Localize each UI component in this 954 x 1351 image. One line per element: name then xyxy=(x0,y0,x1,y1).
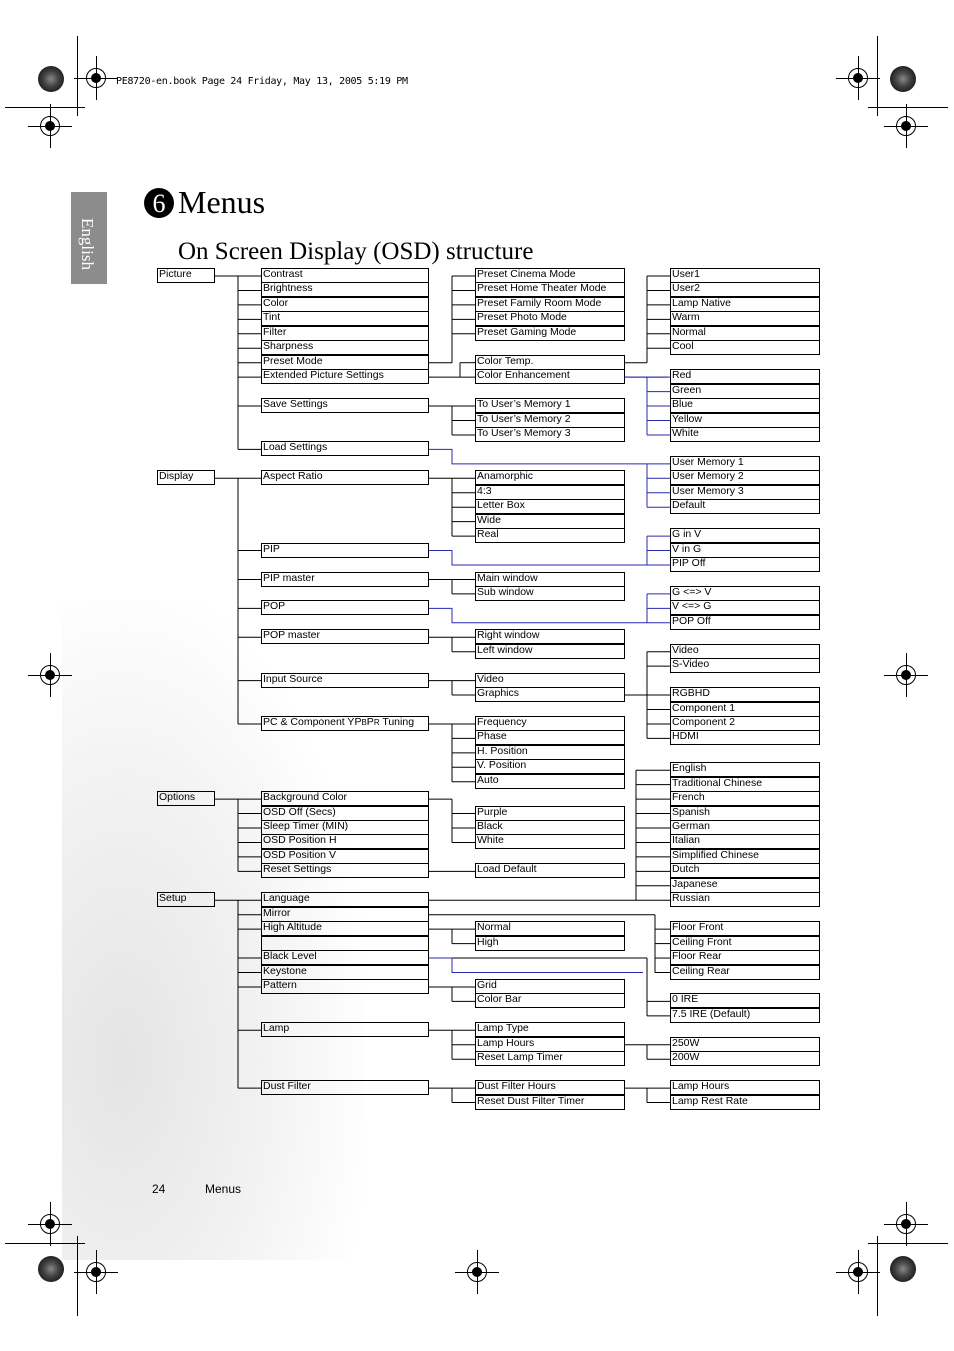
picture-menu-item: Tint xyxy=(261,311,429,326)
graphics-input-option: Component 1 xyxy=(670,702,820,717)
pip-option: V in G xyxy=(670,543,820,558)
save-settings-option: To User’s Memory 1 xyxy=(475,398,625,413)
color-enhancement-option: Yellow xyxy=(670,413,820,428)
lamp-type-option: 200W xyxy=(670,1051,820,1066)
picture-menu-item: Load Settings xyxy=(261,441,429,456)
high-altitude-option: High xyxy=(475,936,625,951)
pc-tuning-option: Auto xyxy=(475,774,625,789)
footer-section-name: Menus xyxy=(205,1182,242,1196)
aspect-ratio-option: Anamorphic xyxy=(475,470,625,485)
aspect-ratio-option: Wide xyxy=(475,514,625,529)
language-option: Traditional Chinese xyxy=(670,777,820,792)
aspect-ratio-option: Real xyxy=(475,528,625,543)
dust-filter-hours-option: Lamp Rest Rate xyxy=(670,1095,820,1110)
options-menu-item: OSD Position V xyxy=(261,849,429,864)
graphics-input-option: HDMI xyxy=(670,730,820,745)
background-color-option: Purple xyxy=(475,806,625,821)
extended-picture-option: Color Enhancement xyxy=(475,369,625,384)
pop-master-option: Left window xyxy=(475,644,625,659)
color-temp-option: Warm xyxy=(670,311,820,326)
pc-tuning-label-part: R xyxy=(373,718,380,727)
color-enhancement-option: Blue xyxy=(670,398,820,413)
reset-settings-option: Load Default xyxy=(475,863,625,878)
graphics-input-option: RGBHD xyxy=(670,687,820,702)
pip-master-option: Main window xyxy=(475,572,625,587)
input-source-option: Graphics xyxy=(475,687,625,702)
pc-tuning-label-part: P xyxy=(366,716,374,728)
chapter-title: Menus xyxy=(178,184,266,220)
language-option: German xyxy=(670,820,820,835)
pop-option: POP Off xyxy=(670,615,820,630)
language-option: Italian xyxy=(670,834,820,849)
setup-menu-item: Keystone xyxy=(261,965,429,980)
display-menu-item: PIP master xyxy=(261,572,429,587)
high-altitude-option: Normal xyxy=(475,921,625,936)
load-settings-option: User Memory 3 xyxy=(670,485,820,500)
load-settings-option: User Memory 2 xyxy=(670,470,820,485)
color-temp-option: Normal xyxy=(670,326,820,341)
language-option: Spanish xyxy=(670,806,820,821)
preset-mode-option: Preset Home Theater Mode xyxy=(475,282,625,297)
dust-filter-option: Dust Filter Hours xyxy=(475,1080,625,1095)
input-source-option: Video xyxy=(475,673,625,688)
load-settings-option: Default xyxy=(670,499,820,514)
color-temp-option: User1 xyxy=(670,268,820,283)
pattern-option: Color Bar xyxy=(475,993,625,1008)
pc-tuning-label-part: B xyxy=(361,718,367,727)
preset-mode-option: Preset Gaming Mode xyxy=(475,326,625,341)
pop-option: V <=> G xyxy=(670,600,820,615)
extended-picture-option: Color Temp. xyxy=(475,355,625,370)
picture-menu-item: Contrast xyxy=(261,268,429,283)
language-option: English xyxy=(670,762,820,777)
top-menu-options: Options xyxy=(157,791,215,806)
pip-option: G in V xyxy=(670,528,820,543)
setup-menu-item: Pattern xyxy=(261,979,429,994)
picture-menu-item: Sharpness xyxy=(261,340,429,355)
top-menu-picture: Picture xyxy=(157,268,215,283)
pc-tuning-option: Phase xyxy=(475,730,625,745)
options-menu-item: Sleep Timer (MIN) xyxy=(261,820,429,835)
dust-filter-hours-option: Lamp Hours xyxy=(670,1080,820,1095)
video-input-option: Video xyxy=(670,644,820,659)
pc-tuning-option: V. Position xyxy=(475,759,625,774)
language-option: Dutch xyxy=(670,863,820,878)
preset-mode-option: Preset Cinema Mode xyxy=(475,268,625,283)
lamp-option: Lamp Type xyxy=(475,1022,625,1037)
color-enhancement-option: White xyxy=(670,427,820,442)
background-color-option: White xyxy=(475,834,625,849)
mirror-option: Ceiling Front xyxy=(670,936,820,951)
setup-menu-item: Lamp xyxy=(261,1022,429,1037)
setup-menu-item xyxy=(261,936,429,951)
pc-tuning-option: H. Position xyxy=(475,745,625,760)
mirror-option: Ceiling Rear xyxy=(670,965,820,980)
setup-menu-item: Language xyxy=(261,892,429,907)
language-option: Simplified Chinese xyxy=(670,849,820,864)
options-menu-item: OSD Off (Secs) xyxy=(261,806,429,821)
pip-master-option: Sub window xyxy=(475,586,625,601)
color-enhancement-option: Green xyxy=(670,384,820,399)
options-menu-item: OSD Position H xyxy=(261,834,429,849)
side-tab-label: English xyxy=(78,218,97,270)
mirror-option: Floor Front xyxy=(670,921,820,936)
language-option: Russian xyxy=(670,892,820,907)
picture-menu-item: Filter xyxy=(261,326,429,341)
pattern-option: Grid xyxy=(475,979,625,994)
options-menu-item: Background Color xyxy=(261,791,429,806)
setup-menu-item: Mirror xyxy=(261,907,429,922)
lamp-option: Lamp Hours xyxy=(475,1037,625,1052)
picture-menu-item: Color xyxy=(261,297,429,312)
aspect-ratio-option: Letter Box xyxy=(475,499,625,514)
display-menu-item: Input Source xyxy=(261,673,429,688)
color-temp-option: User2 xyxy=(670,282,820,297)
color-temp-option: Cool xyxy=(670,340,820,355)
aspect-ratio-option: 4:3 xyxy=(475,485,625,500)
preset-mode-option: Preset Family Room Mode xyxy=(475,297,625,312)
language-option: French xyxy=(670,791,820,806)
top-menu-display: Display xyxy=(157,470,215,485)
pc-tuning-option: Frequency xyxy=(475,716,625,731)
picture-menu-item: Preset Mode xyxy=(261,355,429,370)
language-option: Japanese xyxy=(670,878,820,893)
color-temp-option: Lamp Native xyxy=(670,297,820,312)
footer-page-number: 24 xyxy=(152,1182,166,1196)
save-settings-option: To User’s Memory 3 xyxy=(475,427,625,442)
mirror-option: Floor Rear xyxy=(670,950,820,965)
setup-menu-item: High Altitude xyxy=(261,921,429,936)
video-input-option: S-Video xyxy=(670,658,820,673)
dust-filter-option: Reset Dust Filter Timer xyxy=(475,1095,625,1110)
pc-tuning-label-part: Tuning xyxy=(379,716,415,728)
background-color-option: Black xyxy=(475,820,625,835)
save-settings-option: To User’s Memory 2 xyxy=(475,413,625,428)
lamp-option: Reset Lamp Timer xyxy=(475,1051,625,1066)
display-menu-item: PIP xyxy=(261,543,429,558)
black-level-option: 7.5 IRE (Default) xyxy=(670,1008,820,1023)
lamp-type-option: 250W xyxy=(670,1037,820,1052)
display-menu-item-pc-tuning xyxy=(261,716,429,731)
file-info-header: PE8720-en.book Page 24 Friday, May 13, 2005 5:19 PM xyxy=(116,76,408,87)
picture-menu-item: Save Settings xyxy=(261,398,429,413)
display-menu-item: POP master xyxy=(261,629,429,644)
graphics-input-option: Component 2 xyxy=(670,716,820,731)
preset-mode-option: Preset Photo Mode xyxy=(475,311,625,326)
display-menu-item: Aspect Ratio xyxy=(261,470,429,485)
black-level-option: 0 IRE xyxy=(670,993,820,1008)
setup-menu-item: Dust Filter xyxy=(261,1080,429,1095)
color-enhancement-option: Red xyxy=(670,369,820,384)
load-settings-option: User Memory 1 xyxy=(670,456,820,471)
picture-menu-item: Extended Picture Settings xyxy=(261,369,429,384)
chapter-number-badge: 6 xyxy=(144,188,174,218)
section-title: On Screen Display (OSD) structure xyxy=(178,238,534,265)
picture-menu-item: Brightness xyxy=(261,282,429,297)
display-menu-item: POP xyxy=(261,600,429,615)
pop-option: G <=> V xyxy=(670,586,820,601)
pc-tuning-label-part: PC & Component YP xyxy=(263,716,362,728)
top-menu-setup: Setup xyxy=(157,892,215,907)
options-menu-item: Reset Settings xyxy=(261,863,429,878)
pop-master-option: Right window xyxy=(475,629,625,644)
pip-option: PIP Off xyxy=(670,557,820,572)
setup-menu-item: Black Level xyxy=(261,950,429,965)
